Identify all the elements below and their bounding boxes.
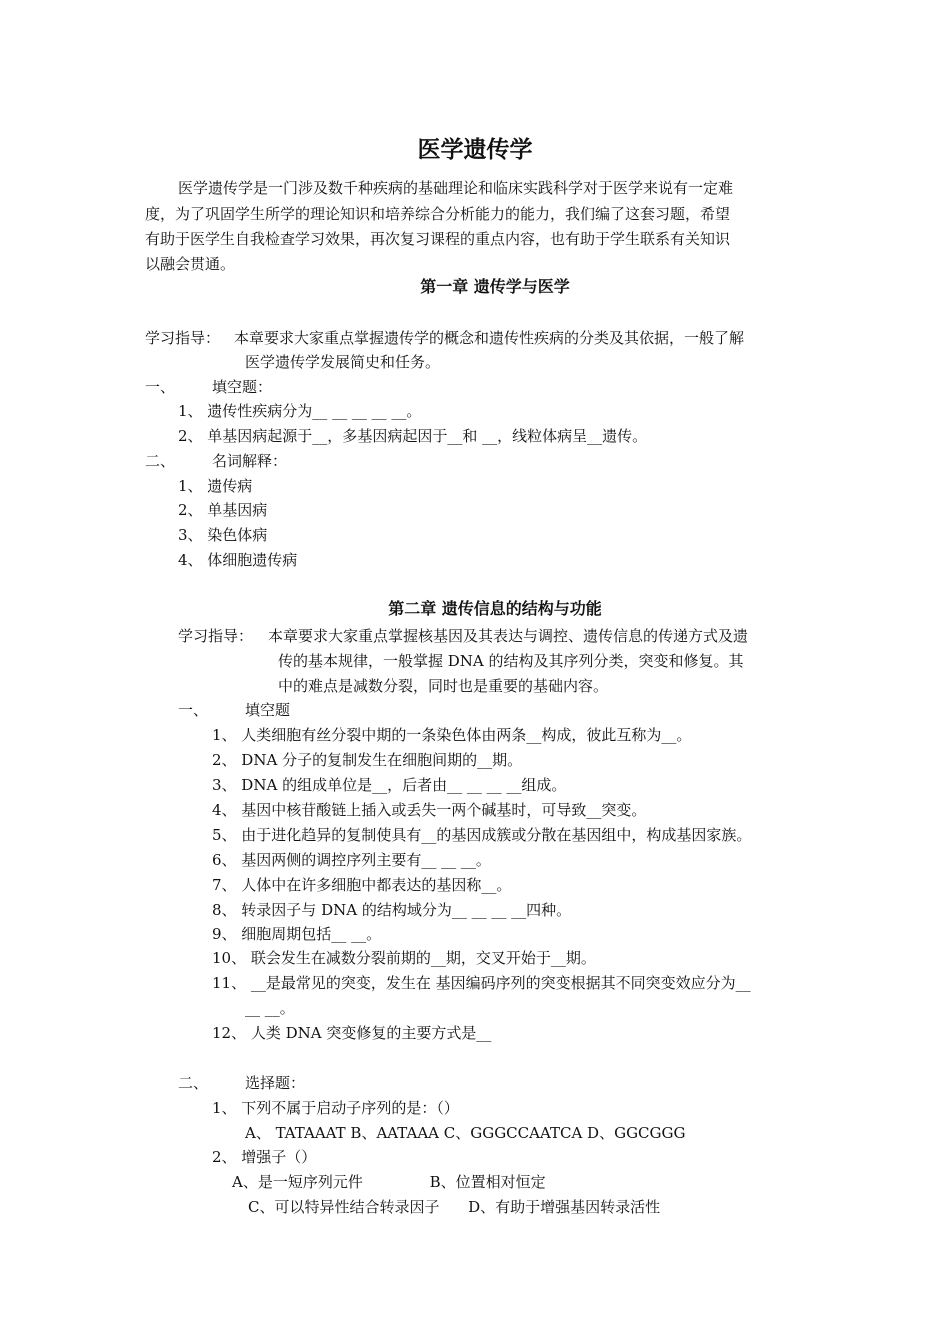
- ch1-fill-item-1: 1、 遗传性疾病分为__ __ __ __ __。: [178, 402, 422, 420]
- ch2-guide-line-1: 本章要求大家重点掌握核基因及其表达与调控、遗传信息的传递方式及遗: [268, 627, 749, 645]
- ch2-section-2-label: 选择题：: [245, 1074, 306, 1092]
- choice-question-1: 1、 下列不属于启动子序列的是：（）: [212, 1099, 459, 1117]
- ch2-fill-item-9: 9、 细胞周期包括__ __。: [212, 925, 382, 943]
- ch1-section-1-number: 一、: [145, 378, 176, 396]
- ch2-fill-item-1: 1、 人类细胞有丝分裂中期的一条染色体由两条__构成，彼此互称为__。: [212, 726, 692, 744]
- choice-question-2-options-row-1: A、是一短序列元件 B、位置相对恒定: [232, 1173, 546, 1191]
- ch2-fill-item-7: 7、 人体中在许多细胞中都表达的基因称__。: [212, 876, 512, 894]
- intro-line-2: 度，为了巩固学生所学的理论知识和培养综合分析能力的能力，我们编了这套习题，希望: [145, 205, 731, 223]
- ch2-fill-item-2: 2、 DNA 分子的复制发生在细胞间期的__期。: [212, 751, 523, 769]
- ch1-section-2-number: 二、: [145, 452, 176, 470]
- ch2-section-2-number: 二、: [178, 1074, 209, 1092]
- intro-line-1: 医学遗传学是一门涉及数千种疾病的基础理论和临床实践科学对于医学来说有一定难: [178, 179, 734, 197]
- intro-line-4: 以融会贯通。: [145, 255, 236, 273]
- ch2-section-1-number: 一、: [178, 701, 209, 719]
- ch1-term-item-3: 3、 染色体病: [178, 526, 268, 544]
- ch1-section-2-label: 名词解释：: [212, 452, 288, 470]
- ch2-fill-item-8: 8、 转录因子与 DNA 的结构域分为__ __ __ __四种。: [212, 901, 572, 919]
- ch2-fill-item-3: 3、 DNA 的组成单位是__，后者由__ __ __ __组成。: [212, 776, 567, 794]
- ch1-term-item-2: 2、 单基因病: [178, 501, 268, 519]
- page-title: 医学遗传学: [417, 137, 533, 163]
- ch1-guide-label: 学习指导：: [145, 329, 221, 347]
- ch1-guide-line-2: 医学遗传学发展简史和任务。: [245, 353, 441, 371]
- ch1-fill-item-2: 2、 单基因病起源于__，多基因病起因于__和 __，线粒体病呈__遗传。: [178, 427, 648, 445]
- ch2-fill-item-6: 6、 基因两侧的调控序列主要有__ __ __。: [212, 851, 491, 869]
- ch2-guide-line-2: 传的基本规律，一般掌握 DNA 的结构及其序列分类，突变和修复。其: [278, 652, 744, 670]
- chapter-1-title: 第一章 遗传学与医学: [420, 277, 570, 296]
- ch2-guide-label: 学习指导：: [178, 627, 254, 645]
- ch2-fill-item-11-cont: __ __。: [245, 999, 295, 1017]
- chapter-2-title: 第二章 遗传信息的结构与功能: [388, 599, 602, 618]
- ch2-fill-item-11: 11、 __是最常见的突变，发生在 基因编码序列的突变根据其不同突变效应分为__: [212, 974, 751, 992]
- choice-question-2: 2、 增强子（）: [212, 1148, 317, 1166]
- ch1-term-item-1: 1、 遗传病: [178, 477, 253, 495]
- ch1-guide-line-1: 本章要求大家重点掌握遗传学的概念和遗传性疾病的分类及其依据，一般了解: [234, 329, 745, 347]
- ch2-fill-item-4: 4、 基因中核苷酸链上插入或丢失一两个碱基时，可导致__突变。: [212, 801, 647, 819]
- ch1-section-1-label: 填空题：: [212, 378, 273, 396]
- ch2-fill-item-12: 12、 人类 DNA 突变修复的主要方式是__: [212, 1024, 492, 1042]
- choice-question-2-options-row-2: C、可以特异性结合转录因子 D、有助于增强基因转录活性: [248, 1198, 661, 1216]
- ch2-section-1-label: 填空题: [245, 701, 291, 719]
- intro-line-3: 有助于医学生自我检查学习效果，再次复习课程的重点内容，也有助于学生联系有关知识: [145, 230, 731, 248]
- ch2-guide-line-3: 中的难点是减数分裂，同时也是重要的基础内容。: [278, 677, 609, 695]
- choice-question-1-options: A、 TATAAAT B、AATAAA C、GGGCCAATCA D、GGCGGG: [245, 1124, 686, 1142]
- ch1-term-item-4: 4、 体细胞遗传病: [178, 551, 298, 569]
- ch2-fill-item-5: 5、 由于进化趋异的复制使具有__的基因成簇或分散在基因组中，构成基因家族。: [212, 826, 752, 844]
- ch2-fill-item-10: 10、 联会发生在减数分裂前期的__期，交叉开始于__期。: [212, 949, 596, 967]
